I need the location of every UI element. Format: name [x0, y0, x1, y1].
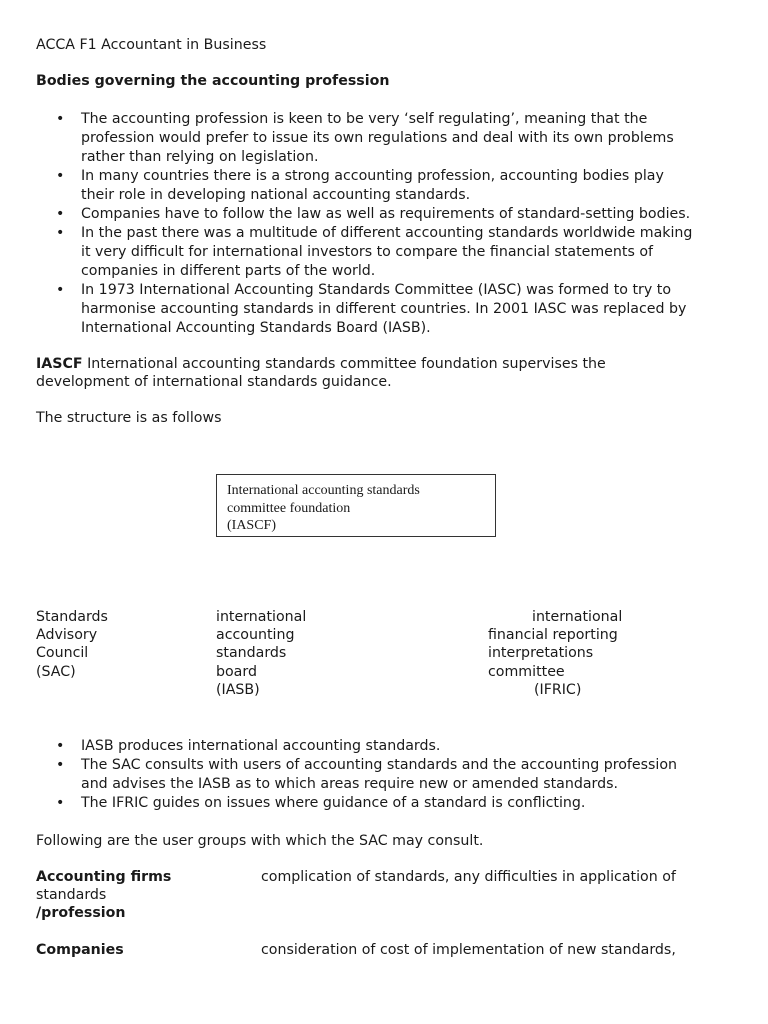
- user-groups-intro: Following are the user groups with which the SAC may consult.: [36, 833, 484, 849]
- org-chart-iasb: international accounting standards board (IASB): [216, 609, 307, 698]
- structure-intro: The structure is as follows: [36, 410, 222, 426]
- list-item: • IASB produces international accounting standards.: [36, 737, 677, 756]
- accounting-firms-desc: complication of standards, any difficulties in application of: [261, 869, 676, 885]
- org-chart-top-box: International accounting standards committee foundation (IASCF): [216, 474, 496, 537]
- accounting-firms-desc-wrap: standards: [36, 887, 107, 903]
- list-item: • In the past there was a multitude of different accounting standards worldwide making it very difficult for international investors to compare the financial statements of companies in different parts of the world.: [36, 224, 692, 281]
- list-item: • In 1973 International Accounting Standards Committee (IASC) was formed to try to harmonise accounting standards in different countries. In 2001 IASC was replaced by International Accounting Standards Board (IASB).: [36, 281, 692, 338]
- org-chart-ifric: international financial reporting interpretations committee (IFRIC): [488, 609, 623, 698]
- list-item: • Companies have to follow the law as well as requirements of standard-setting bodies.: [36, 205, 692, 224]
- iascf-term: IASCF: [36, 356, 83, 372]
- companies-label: Companies: [36, 942, 124, 958]
- bullet-list-roles: [36, 737, 677, 813]
- companies-desc: consideration of cost of implementation of new standards,: [261, 942, 676, 958]
- list-item: • The accounting profession is keen to be very ‘self regulating’, meaning that the profession would prefer to issue its own regulations and deal with its own problems rather than relying on legislation.: [36, 110, 692, 167]
- bullet-list-bodies: [36, 110, 692, 338]
- section-heading: Bodies governing the accounting profession: [36, 73, 390, 89]
- accounting-firms-label-2: /profession: [36, 905, 126, 921]
- document-title: ACCA F1 Accountant in Business: [36, 37, 267, 53]
- list-item: • In many countries there is a strong accounting profession, accounting bodies play their role in developing national accounting standards.: [36, 167, 692, 205]
- org-chart-sac: Standards Advisory Council (SAC): [36, 609, 108, 680]
- accounting-firms-label: Accounting firms: [36, 869, 172, 885]
- list-item: • The IFRIC guides on issues where guidance of a standard is conflicting.: [36, 794, 677, 813]
- list-item: • The SAC consults with users of accounting standards and the accounting profession and advises the IASB as to which areas require new or amended standards.: [36, 756, 677, 794]
- iascf-paragraph: IASCF International accounting standards committee foundation supervises the development of international standards guidance.: [36, 356, 606, 390]
